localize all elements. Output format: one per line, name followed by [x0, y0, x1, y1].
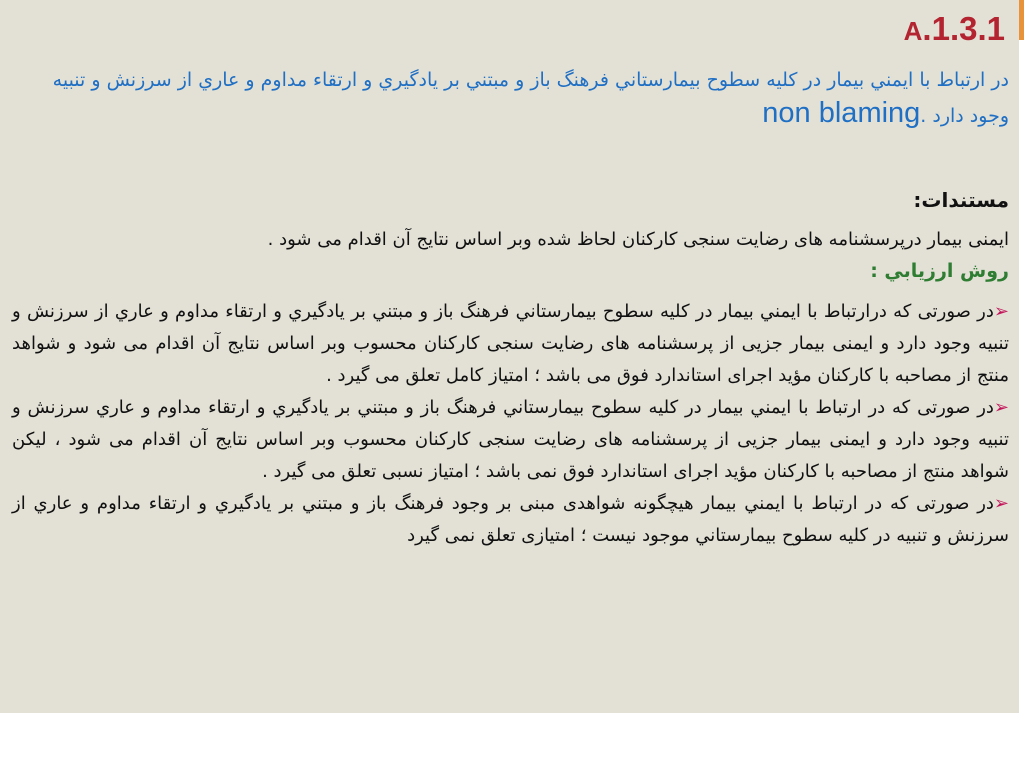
documents-heading: مستندات: — [913, 188, 1009, 212]
criterion-text: در صورتی که درارتباط با ايمني بيمار در كليه سطوح بيمارستاني فرهنگ باز و مبتني بر يادگيري و ارتقاء مداوم و عاري از سرزنش و تنبيه وجود دارد و ایمنی بیمار جزیی از پرسشنامه های رضایت سنجی کارکنان محسوب وبر اساس نتایج آن اقدام می شود و شواهد منتج از مصاحبه با کارکنان مؤید اجرای استاندارد فوق می باشد ؛ امتیاز کامل تعلق می گیرد . — [12, 301, 1009, 386]
evaluation-criteria — [12, 296, 1009, 552]
documents-text: ایمنی بیمار درپرسشنامه های رضایت سنجی کارکنان لحاظ شده وبر اساس نتایج آن اقدام می شود . — [267, 229, 1009, 250]
arrow-bullet-icon: ➢ — [993, 397, 1009, 418]
evaluation-heading: روش ارزيابي : — [870, 260, 1009, 282]
criterion-no-score — [12, 488, 1009, 552]
criterion-full-score — [12, 296, 1009, 392]
intro-english-term: non blaming — [762, 97, 921, 129]
criterion-text: در صورتی که در ارتباط با ايمني بيمار هیچگونه شواهدی مبنی بر وجود فرهنگ باز و مبتني بر يادگيري و ارتقاء مداوم و عاري از سرزنش و تنبيه در كليه سطوح بيمارستاني موجود نیست ؛ امتیازی تعلق نمی گیرد — [12, 493, 1009, 546]
slide-title-number: .1.3.1 — [922, 10, 1005, 47]
intro-paragraph — [12, 64, 1009, 133]
intro-text: در ارتباط با ايمني بيمار در كليه سطوح بيمارستاني فرهنگ باز و مبتني بر يادگيري و ارتقاء مداوم و عاري از سرزنش و تنبيه وجود دارد . — [52, 69, 1009, 127]
arrow-bullet-icon: ➢ — [993, 301, 1009, 322]
accent-bar — [1019, 0, 1024, 40]
criterion-text: در صورتی که در ارتباط با ايمني بيمار در كليه سطوح بيمارستاني فرهنگ باز و مبتني بر يادگيري و ارتقاء مداوم و عاري سرزنش و تنبيه وجود دارد و ایمنی بیمار جزیی از پرسشنامه های رضایت سنجی کارکنان محسوب وبر اساس نتایج آن اقدام می شود ، لیکن شواهد منتج از مصاحبه با کارکنان مؤید اجرای استاندارد فوق نمی باشد ؛ امتیاز نسبی تعلق می گیرد . — [12, 397, 1009, 482]
slide-title-prefix: A — [903, 16, 923, 46]
arrow-bullet-icon: ➢ — [993, 493, 1009, 514]
criterion-partial-score — [12, 392, 1009, 488]
slide-title — [904, 10, 1005, 48]
